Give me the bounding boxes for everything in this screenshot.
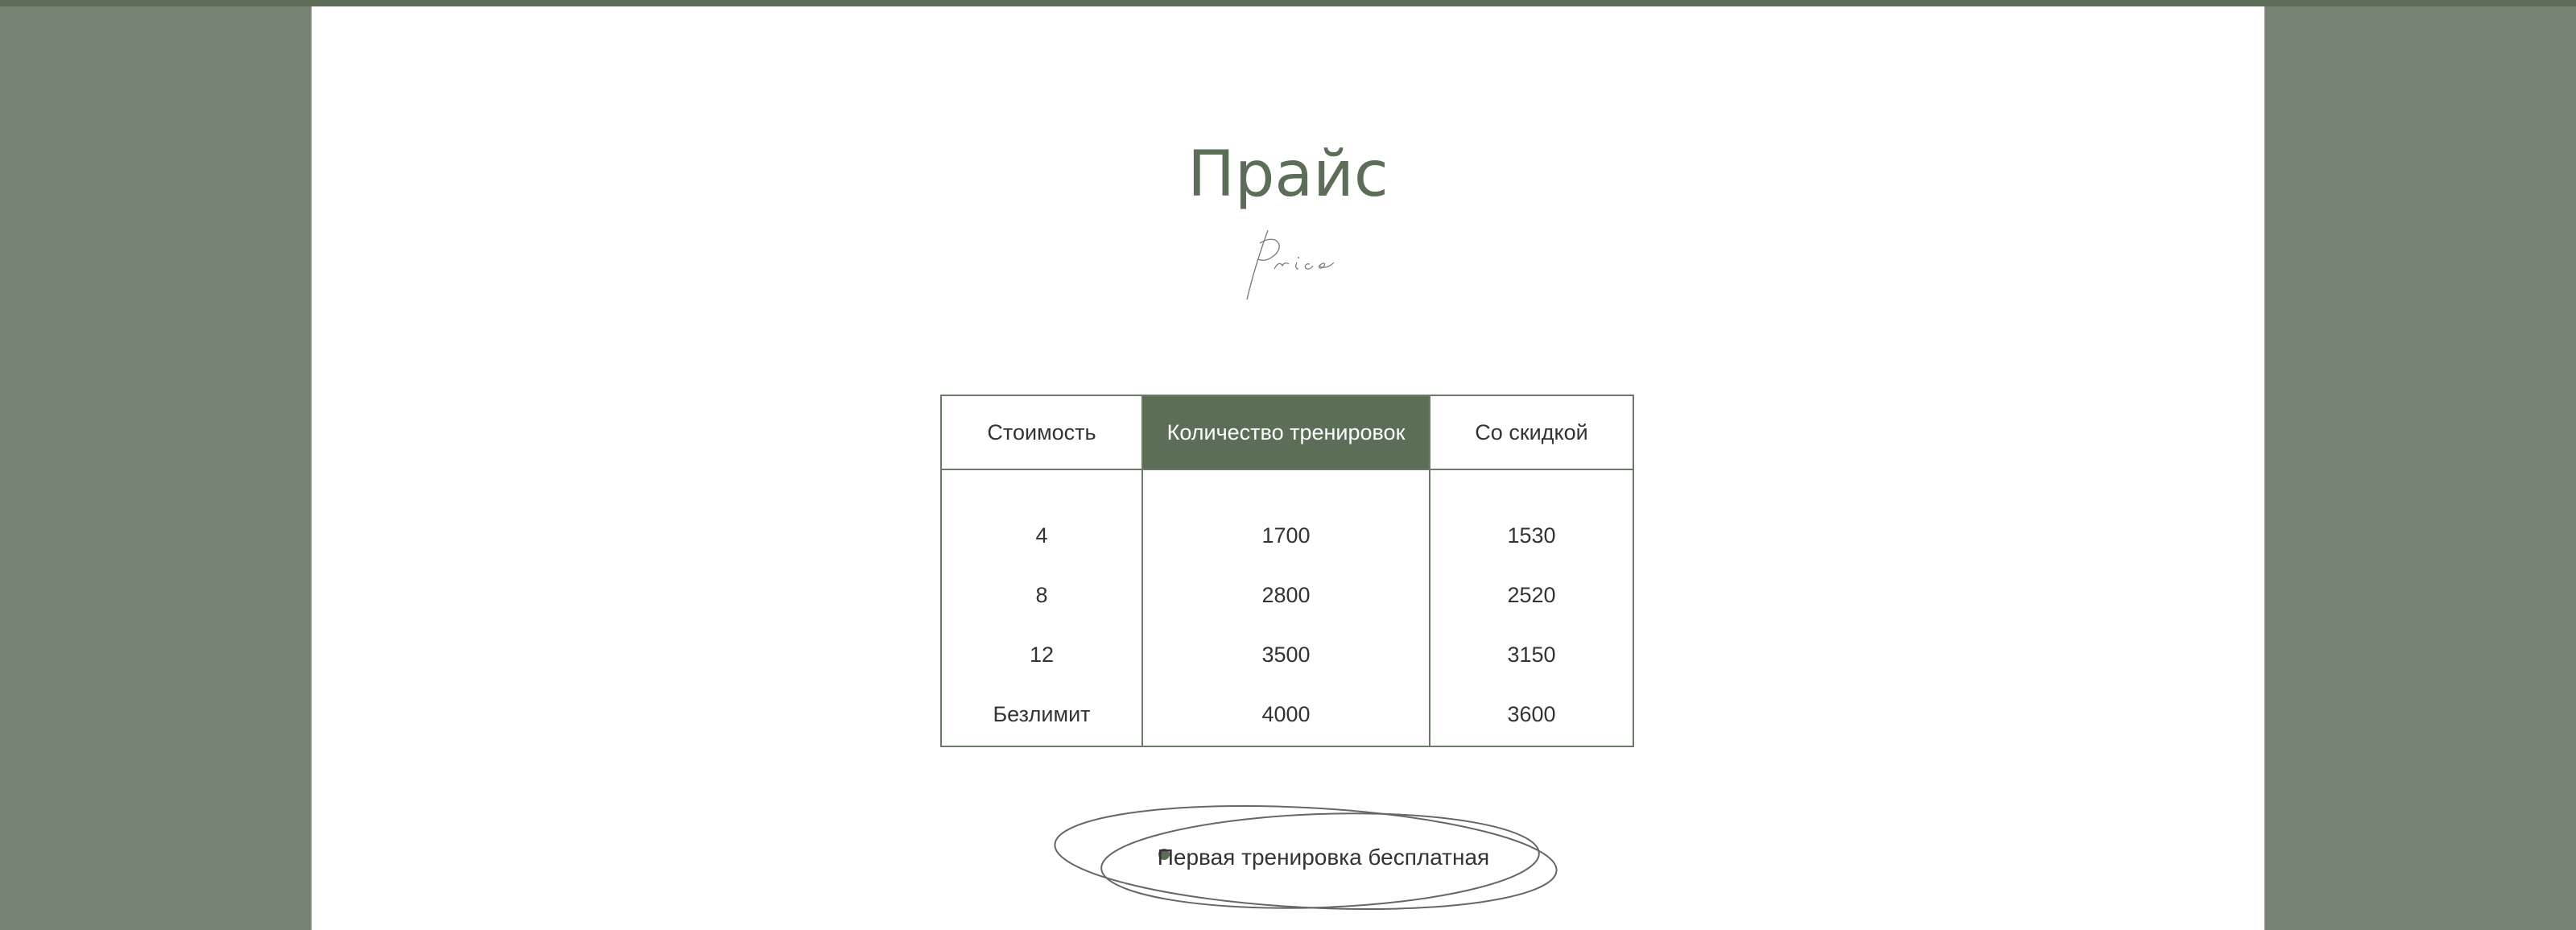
content-panel: [312, 6, 2264, 930]
table-column-cost: [942, 396, 1143, 746]
script-subtitle: [1229, 216, 1358, 312]
free-first-training-badge[interactable]: [1055, 800, 1570, 928]
table-cell: 3150: [1507, 642, 1556, 667]
table-column-trainings: [1143, 396, 1430, 746]
table-header-discount[interactable]: Со скидкой: [1430, 396, 1633, 470]
top-strip: [0, 0, 2576, 6]
badge-label: Первая тренировка бесплатная: [1157, 845, 1490, 870]
table-cell: 12: [1029, 642, 1055, 667]
table-cell: Безлимит: [993, 701, 1091, 726]
table-cell: 1530: [1507, 523, 1556, 548]
table-cell: 3600: [1507, 701, 1556, 726]
page-title: Прайс: [1187, 138, 1389, 211]
table-header-cost[interactable]: Стоимость: [942, 396, 1141, 470]
table-cell: 4000: [1261, 701, 1311, 726]
table-cell: 8: [1035, 582, 1048, 607]
table-cell: 3500: [1261, 642, 1311, 667]
table-cell: 4: [1035, 523, 1048, 548]
table-cell: 1700: [1261, 523, 1311, 548]
table-header-trainings[interactable]: Количество тренировок: [1143, 396, 1429, 470]
table-cell: 2520: [1507, 582, 1556, 607]
price-table: [940, 395, 1634, 747]
table-column-discount: [1430, 396, 1633, 746]
script-signature-icon: [1229, 216, 1358, 312]
table-cell: 2800: [1261, 582, 1311, 607]
